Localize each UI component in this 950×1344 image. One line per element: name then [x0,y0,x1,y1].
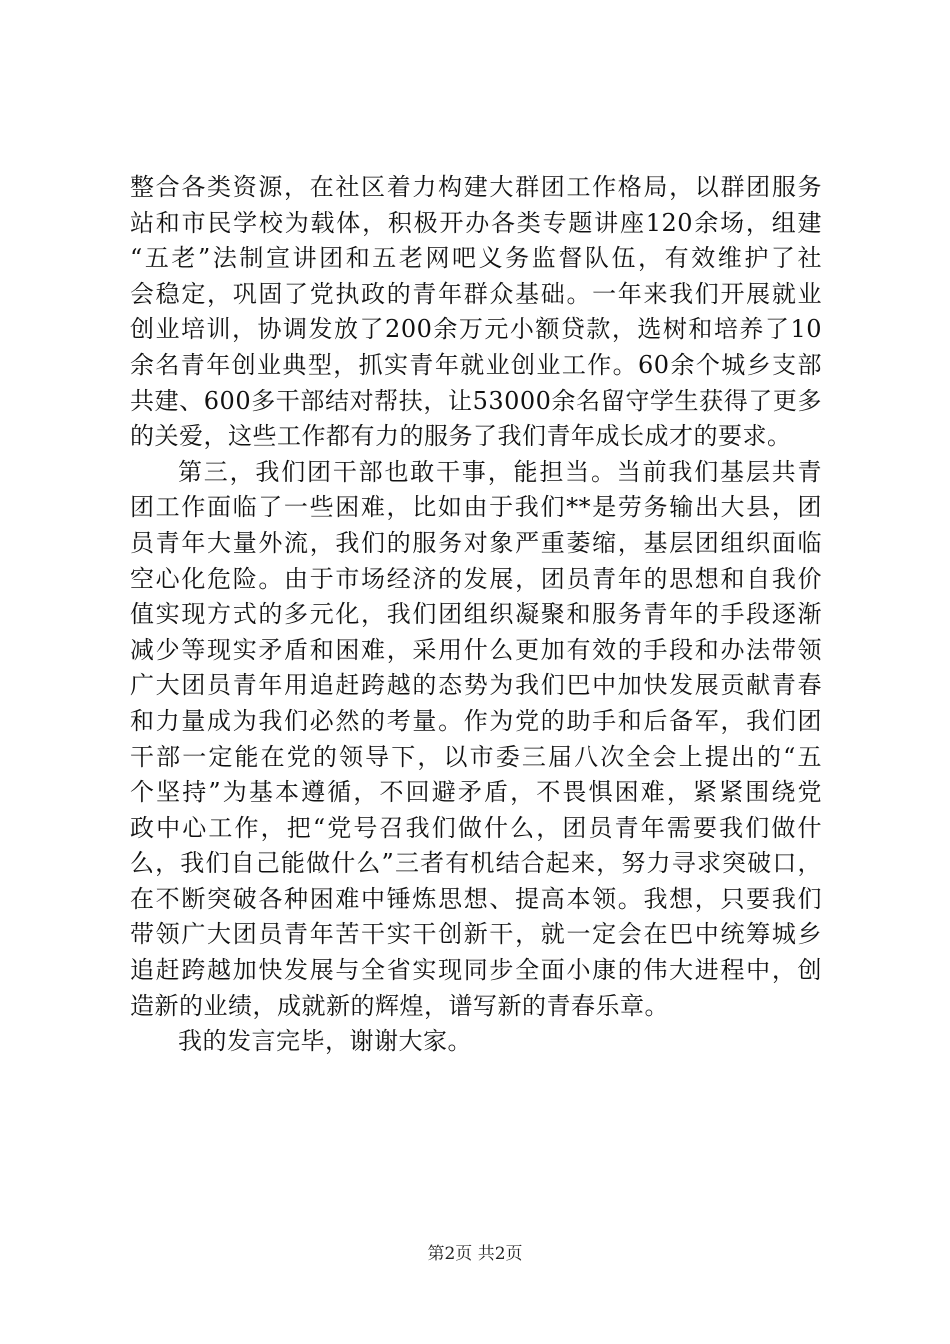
page-footer: 第2页 共2页 [427,1244,523,1264]
text-line: 的关爱，这些工作都有力的服务了我们青年成长成才的要求。 [130,422,792,451]
text-line: 带领广大团员青年苦干实干创新干，就一定会在巴中统筹城乡 [130,920,822,949]
text-line: 共建、600多干部结对帮扶，让53000余名留守学生获得了更多 [130,386,822,415]
text-line: 和力量成为我们必然的考量。作为党的助手和后备军，我们团 [130,706,822,735]
text-line: 广大团员青年用追赶跨越的态势为我们巴中加快发展贡献青春 [130,671,822,700]
text-line: 会稳定，巩固了党执政的青年群众基础。一年来我们开展就业 [130,279,822,308]
text-line: 整合各类资源，在社区着力构建大群团工作格局，以群团服务 [130,173,822,201]
text-line: 我的发言完毕，谢谢大家。 [178,1027,472,1056]
text-line: 造新的业绩，成就新的辉煌，谱写新的青春乐章。 [130,991,669,1020]
text-line: 第三，我们团干部也敢干事，能担当。当前我们基层共青 [178,457,822,486]
text-line: 干部一定能在党的领导下，以市委三届八次全会上提出的“五 [130,742,822,771]
text-line: 在不断突破各种困难中锤炼思想、提高本领。我想，只要我们 [130,884,822,913]
text-line: 站和市民学校为载体，积极开办各类专题讲座120余场，组建 [130,208,822,237]
text-line: 政中心工作，把“党号召我们做什么，团员青年需要我们做什 [130,813,822,842]
text-line: 员青年大量外流，我们的服务对象严重萎缩，基层团组织面临 [130,528,822,557]
document-body [130,170,822,1060]
text-line: 创业培训，协调发放了200余万元小额贷款，选树和培养了10 [130,315,822,344]
text-line: 团工作面临了一些困难，比如由于我们**是劳务输出大县，团 [130,493,822,522]
text-line: 么，我们自己能做什么”三者有机结合起来，努力寻求突破口， [130,849,822,878]
text-line: 空心化危险。由于市场经济的发展，团员青年的思想和自我价 [130,564,822,593]
text-line: 值实现方式的多元化，我们团组织凝聚和服务青年的手段逐渐 [130,600,822,629]
text-line: “五老”法制宣讲团和五老网吧义务监督队伍，有效维护了社 [130,244,822,273]
text-line: 减少等现实矛盾和困难，采用什么更加有效的手段和办法带领 [130,635,822,664]
text-line: 追赶跨越加快发展与全省实现同步全面小康的伟大进程中，创 [130,956,822,985]
text-line: 余名青年创业典型，抓实青年就业创业工作。60余个城乡支部 [130,350,822,379]
text-line: 个坚持”为基本遵循，不回避矛盾，不畏惧困难，紧紧围绕党 [130,778,822,807]
